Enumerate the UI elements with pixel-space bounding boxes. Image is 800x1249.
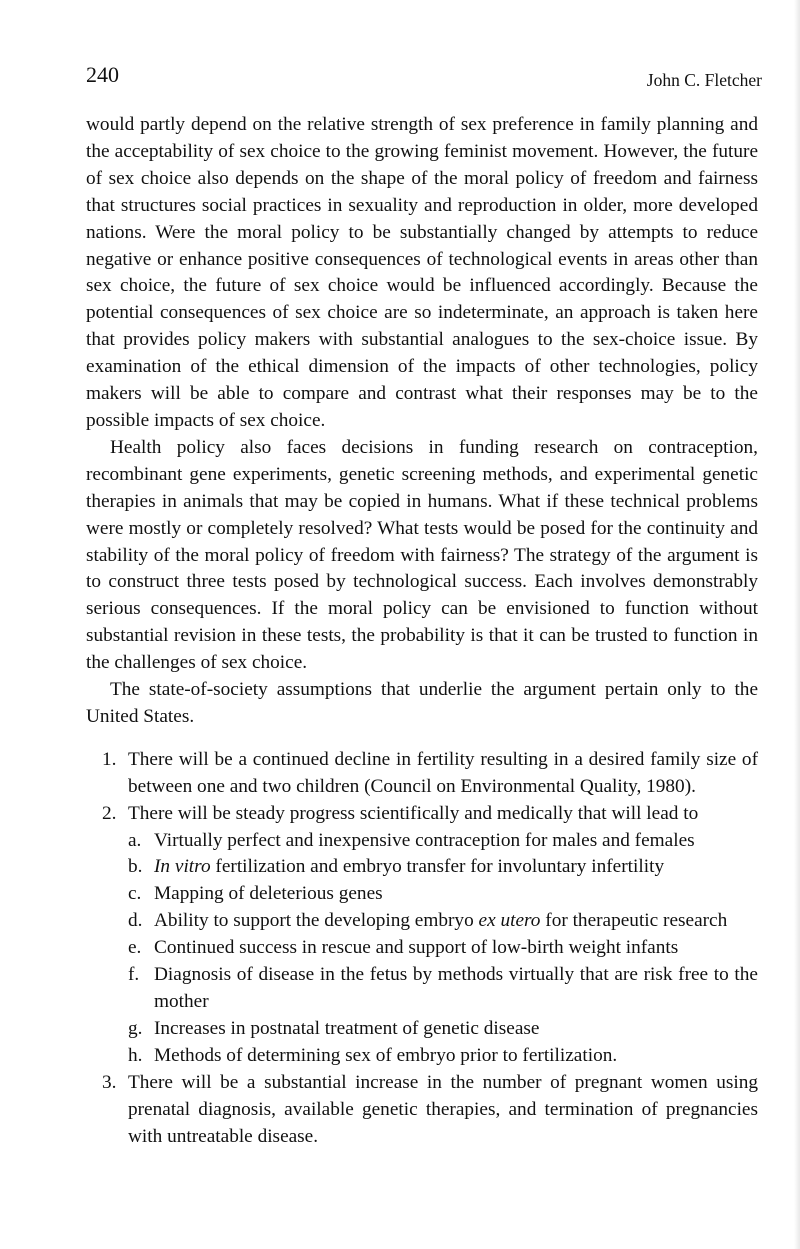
sublist-letter: c. <box>128 883 142 905</box>
page-edge-shadow <box>794 0 800 1249</box>
page-number: 240 <box>86 62 119 87</box>
list-item-1 <box>86 747 758 801</box>
list-number: 3. <box>102 1071 117 1093</box>
sublist-item-e <box>128 935 758 962</box>
sublist-text: Mapping of deleterious genes <box>154 883 383 905</box>
sublist-text: Virtually perfect and inexpensive contraception for males and females <box>154 829 695 851</box>
sublist-item-d <box>128 908 758 935</box>
sublist-letter: d. <box>128 910 143 932</box>
list-number: 1. <box>102 748 117 770</box>
list-item-text: There will be a continued decline in fertility resulting in a desired family size of between one and two children (Council on Environmental Quality, 1980). <box>128 748 758 797</box>
sublist-text: In vitro fertilization and embryo transfer for involuntary infertility <box>154 856 665 878</box>
sublist-letter: b. <box>128 856 143 878</box>
sublist-letter: a. <box>128 829 142 851</box>
sublist-item-g <box>128 1016 758 1043</box>
body-text <box>86 112 758 1150</box>
sublist-item-f <box>128 962 758 1016</box>
page-header <box>86 58 762 92</box>
sublist-item-c <box>128 881 758 908</box>
running-head: John C. Fletcher <box>646 70 762 90</box>
list-item-3 <box>86 1070 758 1151</box>
italic-term: In vitro <box>154 856 211 878</box>
sublist-text: Diagnosis of disease in the fetus by methods virtually that are risk free to the mother <box>154 964 758 1012</box>
sublist <box>128 828 758 1070</box>
sublist-letter: g. <box>128 1017 143 1039</box>
sublist-text: Ability to support the developing embryo ex utero for therapeutic research <box>154 910 728 932</box>
sublist-item-b <box>128 854 758 881</box>
paragraph-2: Health policy also faces decisions in funding research on contraception, recombinant gene experiments, genetic screening methods, and experimental genetic therapies in animals that may be copied in humans. What if these technical problems were mostly or completely resolved? What tests would be posed for the continuity and stability of the moral policy of freedom with fairness? The strategy of the argument is to construct three tests posed by technological success. Each involves demonstrably serious consequences. If the moral policy can be envisioned to function without substantial revision in these tests, the probability is that it can be trusted to function in the challenges of sex choice. <box>86 436 758 674</box>
list-item-text: There will be steady progress scientifically and medically that will lead to <box>128 802 699 824</box>
list-number: 2. <box>102 802 117 824</box>
list-item-2 <box>86 801 758 1070</box>
sublist-letter: h. <box>128 1044 143 1066</box>
sublist-text: Methods of determining sex of embryo prior to fertilization. <box>154 1044 618 1066</box>
paragraph-3: The state-of-society assumptions that underlie the argument pertain only to the United States. <box>86 679 758 727</box>
paragraph-1: would partly depend on the relative strength of sex preference in family planning and the acceptability of sex choice to the growing feminist movement. However, the future of sex choice also depends on the shape of the moral policy of freedom and fairness that structures social practices in sexuality and reproduction in older, more developed nations. Were the moral policy to be substantially changed by attempts to reduce negative or enhance positive consequences of technological events in areas other than sex choice, the future of sex choice would be influenced accordingly. Because the potential consequences of sex choice are so indeterminate, an approach is taken here that provides policy makers with substantial analogues to the sex-choice issue. By examination of the ethical dimension of the impacts of other technologies, policy makers will be able to compare and contrast what their responses may be to the possible impacts of sex choice. <box>86 114 758 431</box>
sublist-text: Increases in postnatal treatment of genetic disease <box>154 1017 540 1039</box>
list-item-text: There will be a substantial increase in the number of pregnant women using prenatal diagnosis, available genetic therapies, and termination of pregnancies with untreatable disease. <box>128 1071 758 1147</box>
italic-term: ex utero <box>478 910 541 932</box>
sublist-letter: e. <box>128 937 142 959</box>
sublist-text: Continued success in rescue and support of low-birth weight infants <box>154 937 679 959</box>
sublist-item-h <box>128 1043 758 1070</box>
assumptions-list <box>86 747 758 1151</box>
sublist-item-a <box>128 828 758 855</box>
sublist-letter: f. <box>128 964 140 986</box>
